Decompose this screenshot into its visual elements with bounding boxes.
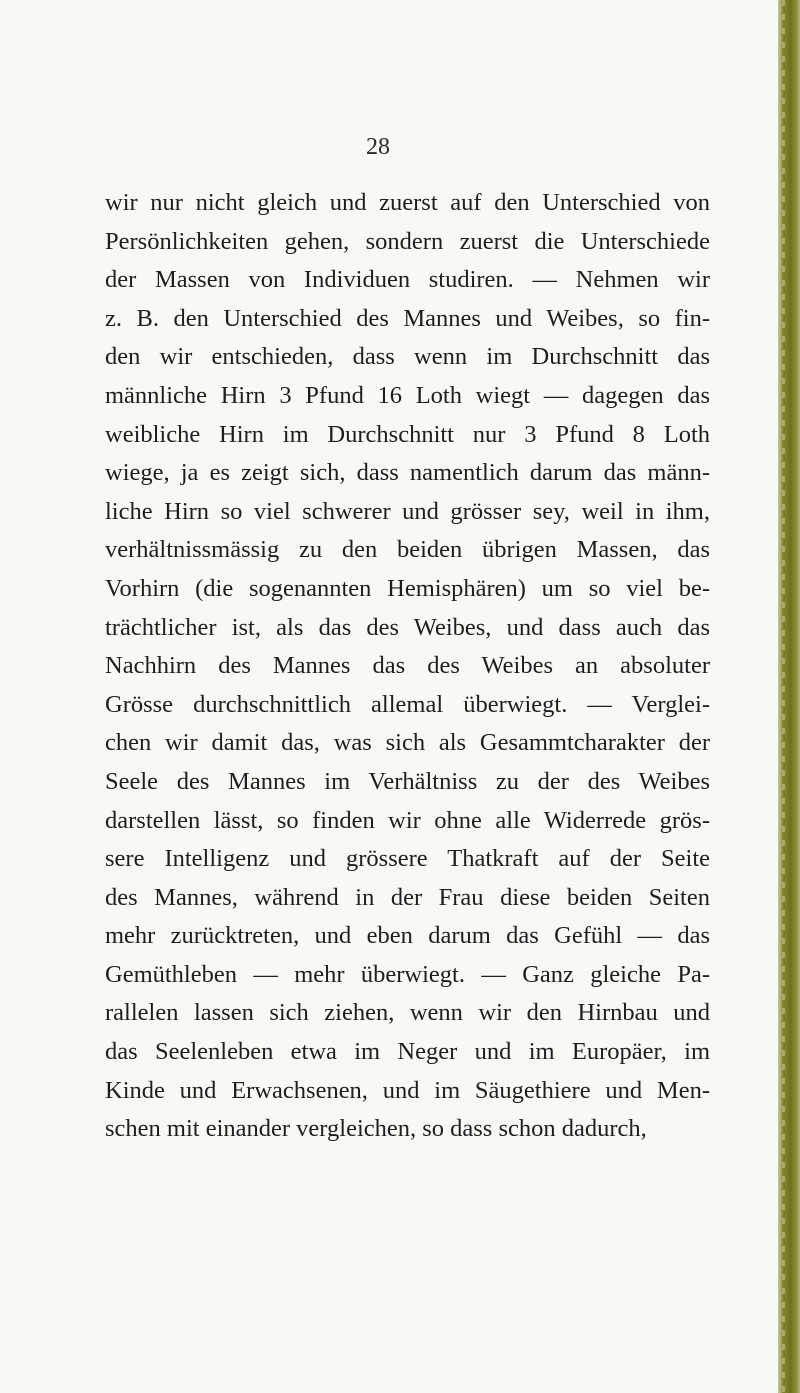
- text-line: der Massen von Individuen studiren. — Nehmen wir: [105, 266, 710, 294]
- page-number: 28: [366, 134, 390, 160]
- text-line: chen wir damit das, was sich als Gesammtcharakter der: [105, 729, 710, 757]
- text-line: z. B. den Unterschied des Mannes und Weibes, so fin-: [105, 304, 710, 332]
- text-line: trächtlicher ist, als das des Weibes, und dass auch das: [105, 613, 710, 641]
- text-line: das Seelenleben etwa im Neger und im Europäer, im: [105, 1038, 710, 1066]
- text-line: darstellen lässt, so finden wir ohne alle Widerrede grös-: [105, 806, 710, 834]
- text-line: verhältnissmässig zu den beiden übrigen Massen, das: [105, 536, 710, 564]
- text-line: Gemüthleben — mehr überwiegt. — Ganz gleiche Pa-: [105, 960, 710, 988]
- body-text: [105, 184, 710, 1149]
- text-line: wir nur nicht gleich und zuerst auf den Unterschied von: [105, 189, 710, 216]
- text-line: liche Hirn so viel schwerer und grösser sey, weil in ihm,: [105, 497, 710, 525]
- text-line: Seele des Mannes im Verhältniss zu der des Weibes: [105, 767, 710, 795]
- text-line: Persönlichkeiten gehen, sondern zuerst die Unterschiede: [105, 227, 710, 255]
- text-line: sere Intelligenz und grössere Thatkraft auf der Seite: [105, 845, 710, 873]
- text-line: den wir entschieden, dass wenn im Durchschnitt das: [105, 343, 710, 371]
- book-spine-edge: [778, 0, 800, 1393]
- text-line: rallelen lassen sich ziehen, wenn wir den Hirnbau und: [105, 999, 710, 1027]
- text-line: männliche Hirn 3 Pfund 16 Loth wiegt — dagegen das: [105, 381, 710, 409]
- text-line: Kinde und Erwachsenen, und im Säugethiere und Men-: [105, 1076, 710, 1104]
- text-line: Vorhirn (die sogenannten Hemisphären) um so viel be-: [105, 574, 710, 602]
- text-line: Nachhirn des Mannes das des Weibes an absoluter: [105, 652, 710, 680]
- text-line: wiege, ja es zeigt sich, dass namentlich darum das männ-: [105, 459, 710, 487]
- text-line: des Mannes, während in der Frau diese beiden Seiten: [105, 883, 710, 911]
- text-line: mehr zurücktreten, und eben darum das Gefühl — das: [105, 922, 710, 950]
- text-line: weibliche Hirn im Durchschnitt nur 3 Pfund 8 Loth: [105, 420, 710, 448]
- text-line: Grösse durchschnittlich allemal überwiegt. — Verglei-: [105, 690, 710, 718]
- text-line: schen mit einander vergleichen, so dass schon dadurch,: [105, 1115, 647, 1143]
